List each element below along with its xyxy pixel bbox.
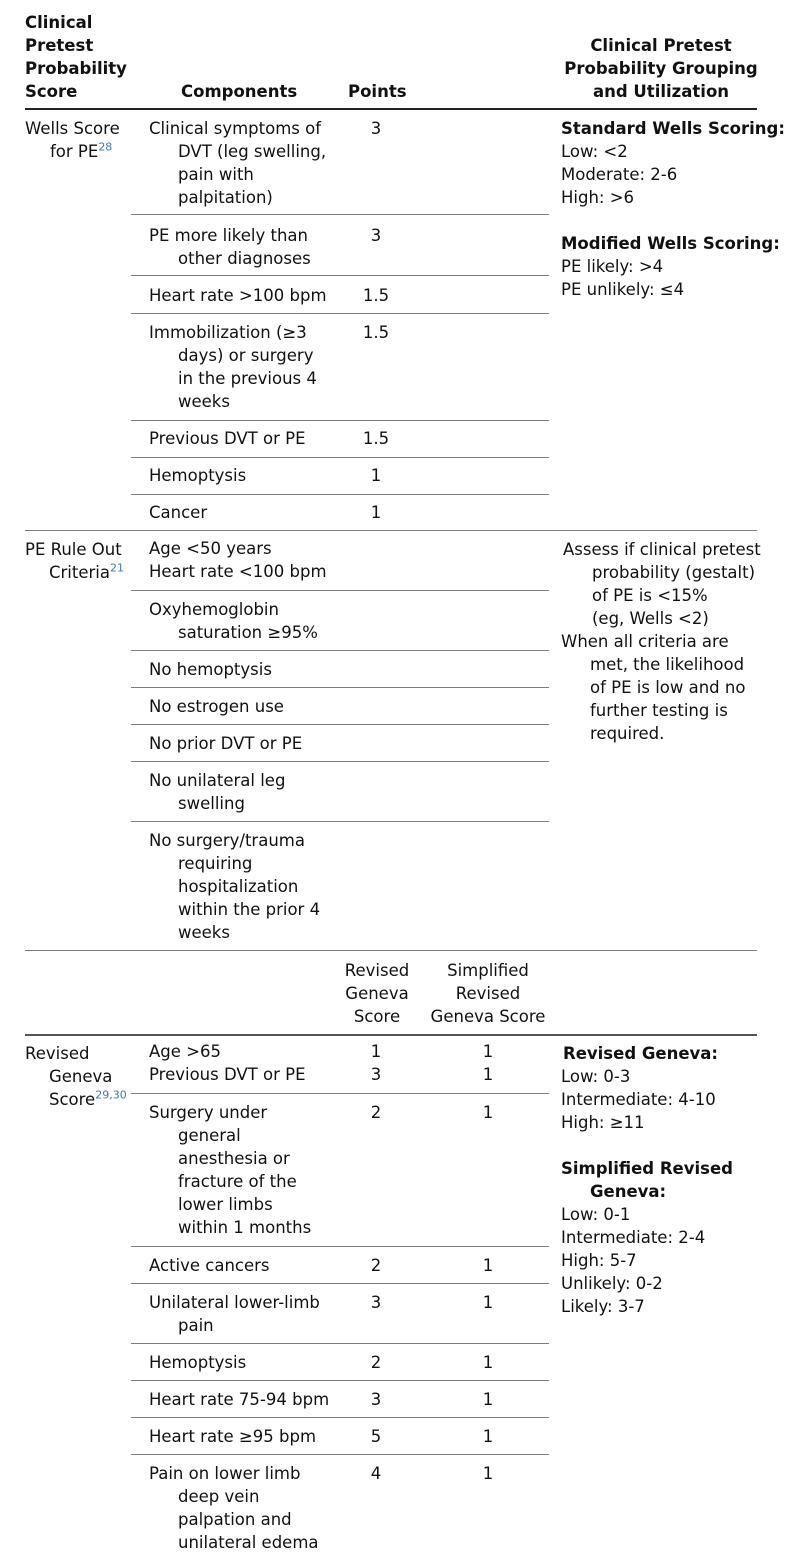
grouping-line: Low: 0-3 [561, 1067, 631, 1086]
header-grouping [558, 34, 764, 103]
subheader-line: Simplified [447, 961, 529, 980]
grouping-line: Moderate: 2-6 [561, 165, 678, 184]
subheader-revised-geneva [337, 959, 417, 1028]
header-rule [25, 108, 757, 110]
wells-name-text: for PE [50, 142, 99, 161]
geneva-rev-2: 2 [370, 1103, 382, 1122]
perc-name-line: PE Rule Out [25, 540, 122, 559]
row-divider [131, 1454, 549, 1455]
row-divider [131, 1343, 549, 1344]
wells-row-3: Heart rate >100 bpm [149, 286, 327, 305]
component-text: days) or surgery [178, 346, 314, 365]
utilization-text: further testing is [590, 701, 728, 720]
wells-points-6: 1 [370, 466, 382, 485]
row-divider [131, 1417, 549, 1418]
perc-ref-link[interactable]: 21 [110, 561, 124, 575]
utilization-text: (eg, Wells <2) [592, 609, 709, 628]
component-text: lower limbs [178, 1195, 273, 1214]
component-text: fracture of the [178, 1172, 297, 1191]
wells-row-4 [149, 321, 349, 413]
simplified-geneva-title: Simplified Revised [561, 1159, 733, 1178]
utilization-text: probability (gestalt) [592, 563, 756, 582]
header-grouping-line: Clinical Pretest [590, 36, 732, 55]
geneva-simp-8: 1 [482, 1464, 494, 1483]
geneva-row-4 [149, 1291, 349, 1337]
header-score-line: Score [25, 82, 78, 101]
geneva-name-line: Geneva [49, 1067, 113, 1086]
revised-points: 1 [370, 1042, 382, 1061]
header-score-line: Pretest [25, 36, 94, 55]
component-text: palpation and [178, 1510, 292, 1529]
component-text: hospitalization [178, 877, 299, 896]
geneva-row-6: Heart rate 75-94 bpm [149, 1390, 330, 1409]
geneva-rev-8: 4 [370, 1464, 382, 1483]
wells-row-6: Hemoptysis [149, 466, 247, 485]
perc-row-2 [149, 598, 349, 644]
header-grouping-line: Probability Grouping [564, 59, 758, 78]
geneva-rev-3: 2 [370, 1256, 382, 1275]
grouping-line: High: 5-7 [561, 1251, 637, 1270]
section-divider [25, 530, 757, 531]
row-divider [131, 1093, 549, 1094]
utilization-text: required. [590, 724, 665, 743]
component-text: pain with [178, 165, 254, 184]
geneva-name-line3 [25, 1088, 127, 1111]
header-score-line: Clinical [25, 13, 93, 32]
subheader-line: Revised [455, 984, 521, 1003]
perc-utilization-2 [561, 630, 761, 745]
subheader-line: Geneva [345, 984, 409, 1003]
component-text: weeks [178, 923, 230, 942]
perc-row-6 [149, 769, 349, 815]
header-points: Points [348, 82, 407, 101]
component-text: Age <50 years [149, 539, 272, 558]
subheader-line: Geneva Score [430, 1007, 546, 1026]
component-text: palpitation) [178, 188, 273, 207]
row-divider [131, 1380, 549, 1381]
utilization-text: of PE is <15% [592, 586, 708, 605]
row-divider [131, 650, 549, 651]
wells-grouping [561, 117, 785, 301]
component-text: Heart rate <100 bpm [149, 562, 327, 581]
component-text: deep vein [178, 1487, 260, 1506]
component-text: No unilateral leg [149, 771, 286, 790]
row-divider [131, 1246, 549, 1247]
component-text: Immobilization (≥3 [149, 323, 307, 342]
grouping-line: Intermediate: 4-10 [561, 1090, 716, 1109]
geneva-simp-7: 1 [482, 1427, 494, 1446]
utilization-text: of PE is low and no [590, 678, 746, 697]
subheader-line: Revised [344, 961, 410, 980]
wells-row-2 [149, 224, 349, 270]
grouping-line: PE likely: >4 [561, 257, 664, 276]
utilization-text: Assess if clinical pretest [563, 540, 761, 559]
standard-wells-title: Standard Wells Scoring: [561, 119, 785, 138]
revised-geneva-title: Revised Geneva: [563, 1044, 719, 1063]
geneva-row-5: Hemoptysis [149, 1353, 247, 1372]
perc-score-name [25, 538, 124, 584]
component-text: No surgery/trauma [149, 831, 305, 850]
subheader-rule [25, 1034, 757, 1036]
simplified-points: 1 [482, 1065, 494, 1084]
perc-row-5: No prior DVT or PE [149, 734, 303, 753]
geneva-simp-5: 1 [482, 1353, 494, 1372]
grouping-line: Likely: 3-7 [561, 1297, 645, 1316]
component-text: Unilateral lower-limb [149, 1293, 320, 1312]
component-text: swelling [178, 794, 245, 813]
geneva-simp-3: 1 [482, 1256, 494, 1275]
geneva-rev-5: 2 [370, 1353, 382, 1372]
geneva-row-2 [149, 1101, 349, 1239]
component-text: Previous DVT or PE [149, 1065, 306, 1084]
row-divider [131, 457, 549, 458]
subheader-line: Score [353, 1007, 401, 1026]
utilization-text: met, the likelihood [590, 655, 745, 674]
geneva-row-8 [149, 1462, 349, 1554]
header-score-line: Probability [25, 59, 127, 78]
wells-name-line2 [25, 140, 120, 163]
row-divider [131, 821, 549, 822]
header-components: Components [181, 82, 298, 101]
geneva-simp-1 [458, 1040, 518, 1086]
wells-points-7: 1 [370, 503, 382, 522]
section-divider [25, 950, 757, 951]
geneva-ref-link[interactable]: 29,30 [95, 1088, 127, 1102]
geneva-row-3: Active cancers [149, 1256, 270, 1275]
geneva-name-text: Score [49, 1090, 96, 1109]
component-text: other diagnoses [178, 249, 311, 268]
component-text: PE more likely than [149, 226, 308, 245]
simplified-geneva-title: Geneva: [590, 1182, 667, 1201]
geneva-rev-6: 3 [370, 1390, 382, 1409]
component-text: within the prior 4 [178, 900, 321, 919]
grouping-line: Low: <2 [561, 142, 628, 161]
wells-points-2: 3 [370, 226, 382, 245]
geneva-rev-1 [346, 1040, 406, 1086]
header-score [25, 11, 127, 103]
row-divider [131, 420, 549, 421]
row-divider [131, 214, 549, 215]
component-text: anesthesia or [178, 1149, 290, 1168]
perc-row-3: No hemoptysis [149, 660, 272, 679]
wells-points-5: 1.5 [362, 429, 390, 448]
component-text: in the previous 4 [178, 369, 317, 388]
perc-name-line2 [25, 561, 124, 584]
component-text: general [178, 1126, 241, 1145]
perc-row-4: No estrogen use [149, 697, 284, 716]
component-text: saturation ≥95% [178, 623, 318, 642]
geneva-name-line: Revised [25, 1044, 90, 1063]
component-text: unilateral edema [178, 1533, 319, 1552]
component-text: requiring [178, 854, 253, 873]
utilization-text: When all criteria are [561, 632, 729, 651]
geneva-simp-6: 1 [482, 1390, 494, 1409]
wells-row-1 [149, 117, 349, 209]
perc-utilization-1 [563, 538, 763, 630]
perc-row-1 [149, 537, 327, 583]
row-divider [131, 1283, 549, 1284]
wells-points-3: 1.5 [362, 286, 390, 305]
geneva-simp-4: 1 [482, 1293, 494, 1312]
geneva-row-1 [149, 1040, 306, 1086]
geneva-rev-4: 3 [370, 1293, 382, 1312]
row-divider [131, 494, 549, 495]
row-divider [131, 761, 549, 762]
wells-row-5: Previous DVT or PE [149, 429, 306, 448]
wells-score-name [25, 117, 120, 163]
row-divider [131, 313, 549, 314]
grouping-line: High: ≥11 [561, 1113, 645, 1132]
simplified-points: 1 [482, 1042, 494, 1061]
component-text: DVT (leg swelling, [178, 142, 327, 161]
row-divider [131, 724, 549, 725]
geneva-score-name [25, 1042, 127, 1111]
grouping-line: Unlikely: 0-2 [561, 1274, 663, 1293]
row-divider [131, 687, 549, 688]
geneva-rev-7: 5 [370, 1427, 382, 1446]
grouping-line: PE unlikely: ≤4 [561, 280, 685, 299]
wells-ref-link[interactable]: 28 [98, 140, 113, 154]
wells-points-1: 3 [370, 119, 382, 138]
wells-row-7: Cancer [149, 503, 208, 522]
subheader-simplified-geneva [423, 959, 553, 1028]
wells-name-line: Wells Score [25, 119, 120, 138]
row-divider [131, 275, 549, 276]
component-text: Oxyhemoglobin [149, 600, 279, 619]
component-text: pain [178, 1316, 214, 1335]
row-divider [131, 590, 549, 591]
component-text: within 1 months [178, 1218, 312, 1237]
component-text: Pain on lower limb [149, 1464, 301, 1483]
wells-points-4: 1.5 [362, 323, 390, 342]
header-grouping-line: and Utilization [592, 82, 730, 101]
perc-name-text: Criteria [49, 563, 110, 582]
grouping-line: High: >6 [561, 188, 635, 207]
component-text: weeks [178, 392, 230, 411]
component-text: Surgery under [149, 1103, 268, 1122]
grouping-line: Intermediate: 2-4 [561, 1228, 706, 1247]
grouping-line: Low: 0-1 [561, 1205, 631, 1224]
modified-wells-title: Modified Wells Scoring: [561, 234, 780, 253]
geneva-simp-2: 1 [482, 1103, 494, 1122]
component-text: Clinical symptoms of [149, 119, 322, 138]
perc-row-7 [149, 829, 349, 944]
revised-points: 3 [370, 1065, 382, 1084]
geneva-grouping [561, 1042, 733, 1318]
component-text: Age >65 [149, 1042, 221, 1061]
geneva-row-7: Heart rate ≥95 bpm [149, 1427, 317, 1446]
